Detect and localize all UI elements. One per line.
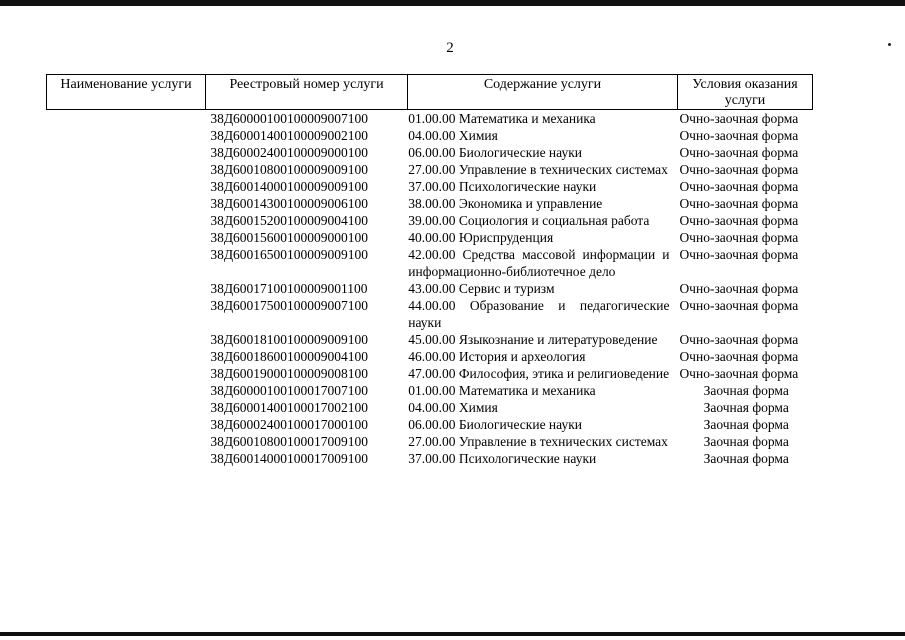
table-row xyxy=(46,246,813,280)
table-body xyxy=(46,110,813,467)
registry-number: 38Д60001400100009002100 xyxy=(210,128,369,143)
table-row xyxy=(46,178,813,195)
table-row xyxy=(46,127,813,144)
service-content: 04.00.00 Химия xyxy=(408,400,498,415)
table-row xyxy=(46,416,813,433)
header-service-name: Наименование услуги xyxy=(60,77,192,92)
service-condition: Очно-заочная форма xyxy=(679,349,799,364)
table-row xyxy=(46,195,813,212)
service-content: 04.00.00 Химия xyxy=(408,128,498,143)
registry-number: 38Д60014000100009009100 xyxy=(210,179,369,194)
service-condition: Заочная форма xyxy=(703,451,789,466)
bottom-border-rule xyxy=(0,632,905,636)
table-row xyxy=(46,399,813,416)
table-header xyxy=(46,74,813,110)
service-content: 43.00.00 Сервис и туризм xyxy=(408,281,555,296)
service-content: 46.00.00 История и археология xyxy=(408,349,586,364)
service-content: 45.00.00 Языкознание и литературоведение xyxy=(408,332,658,347)
page-number: 2 xyxy=(446,40,454,56)
service-content: 01.00.00 Математика и механика xyxy=(408,383,596,398)
registry-number: 38Д60014000100017009100 xyxy=(210,451,369,466)
service-condition: Очно-заочная форма xyxy=(679,298,799,313)
top-border-rule xyxy=(0,0,905,6)
registry-number: 38Д60018600100009004100 xyxy=(210,349,369,364)
table-row xyxy=(46,365,813,382)
service-content: 06.00.00 Биологические науки xyxy=(408,145,582,160)
service-condition: Очно-заочная форма xyxy=(679,162,799,177)
scan-speck xyxy=(888,43,891,46)
header-registry-number: Реестровый номер услуги xyxy=(205,75,407,109)
service-condition: Заочная форма xyxy=(703,417,789,432)
service-content: 40.00.00 Юриспруденция xyxy=(408,230,554,245)
service-condition: Очно-заочная форма xyxy=(679,145,799,160)
registry-number: 38Д60017100100009001100 xyxy=(210,281,368,296)
service-content: 39.00.00 Социология и социальная работа xyxy=(408,213,650,228)
service-condition: Очно-заочная форма xyxy=(679,213,799,228)
registry-number: 38Д60016500100009009100 xyxy=(210,247,369,262)
service-condition: Очно-заочная форма xyxy=(679,332,799,347)
service-content: 06.00.00 Биологические науки xyxy=(408,417,582,432)
service-content: 42.00.00 Средства массовой информации и информационно-библиотечное дело xyxy=(408,247,670,279)
service-condition: Очно-заочная форма xyxy=(679,111,799,126)
table-row xyxy=(46,382,813,399)
service-content: 47.00.00 Философия, этика и религиоведение xyxy=(408,366,670,381)
service-condition: Очно-заочная форма xyxy=(679,196,799,211)
header-service-conditions: Условия оказания услуги xyxy=(677,75,812,109)
registry-number: 38Д60017500100009007100 xyxy=(210,298,369,313)
registry-number: 38Д60019000100009008100 xyxy=(210,366,369,381)
service-condition: Очно-заочная форма xyxy=(679,230,799,245)
registry-number: 38Д60014300100009006100 xyxy=(210,196,369,211)
service-condition: Очно-заочная форма xyxy=(679,128,799,143)
service-condition: Очно-заочная форма xyxy=(679,179,799,194)
registry-number: 38Д60001400100017002100 xyxy=(210,400,369,415)
table-row xyxy=(46,212,813,229)
table-row xyxy=(46,433,813,450)
service-condition: Очно-заочная форма xyxy=(679,366,799,381)
service-content: 27.00.00 Управление в технических системах xyxy=(408,162,668,177)
service-content: 37.00.00 Психологические науки xyxy=(408,451,597,466)
service-condition: Заочная форма xyxy=(703,383,789,398)
registry-number: 38Д60010800100009009100 xyxy=(210,162,369,177)
service-condition: Заочная форма xyxy=(703,434,789,449)
registry-number: 38Д60015200100009004100 xyxy=(210,213,369,228)
registry-number: 38Д60000100100017007100 xyxy=(210,383,369,398)
table-row xyxy=(46,110,813,127)
service-condition: Заочная форма xyxy=(703,400,789,415)
service-condition: Очно-заочная форма xyxy=(679,247,799,262)
registry-number: 38Д60015600100009000100 xyxy=(210,230,369,245)
table-row xyxy=(46,297,813,331)
registry-number: 38Д60002400100017000100 xyxy=(210,417,369,432)
table-row xyxy=(46,161,813,178)
service-content: 44.00.00 Образование и педагогические науки xyxy=(408,298,670,330)
service-content: 01.00.00 Математика и механика xyxy=(408,111,596,126)
table-row xyxy=(46,144,813,161)
service-content: 38.00.00 Экономика и управление xyxy=(408,196,603,211)
registry-number: 38Д60002400100009000100 xyxy=(210,145,369,160)
service-content: 27.00.00 Управление в технических системах xyxy=(408,434,668,449)
table-row xyxy=(46,280,813,297)
table-row xyxy=(46,348,813,365)
registry-number: 38Д60010800100017009100 xyxy=(210,434,369,449)
service-condition: Очно-заочная форма xyxy=(679,281,799,296)
registry-number: 38Д60000100100009007100 xyxy=(210,111,369,126)
table-row xyxy=(46,229,813,246)
table-row xyxy=(46,450,813,467)
header-service-content: Содержание услуги xyxy=(407,75,677,109)
service-content: 37.00.00 Психологические науки xyxy=(408,179,597,194)
registry-number: 38Д60018100100009009100 xyxy=(210,332,369,347)
table-row xyxy=(46,331,813,348)
